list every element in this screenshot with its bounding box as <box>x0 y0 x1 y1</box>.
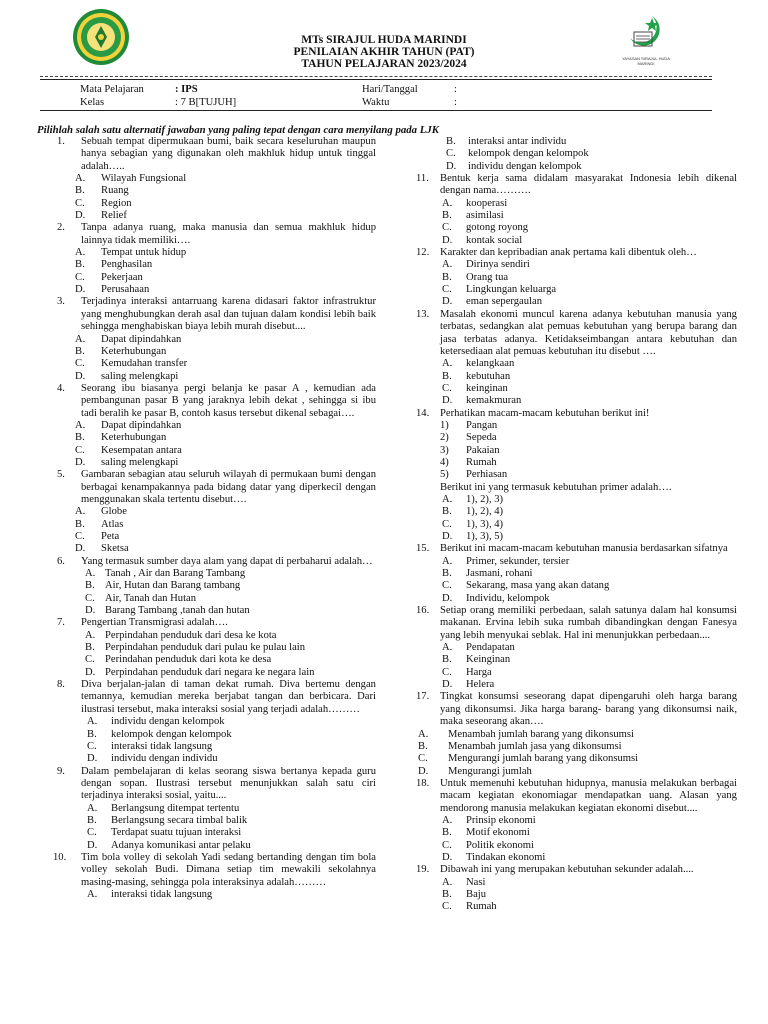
option[interactable]: A. Dapat dipindahkan <box>75 333 182 345</box>
option[interactable]: C. Pekerjaan <box>75 271 143 283</box>
question-9: 9. Dalam pembelajaran di kelas seorang siswa bertanya kepada guru dengan sopan. Ilustrasi tersebut menunjukkan salah satu ciri terjadinya interaksi sosial, yaitu.... <box>57 765 376 802</box>
header-divider-solid <box>40 79 712 80</box>
option[interactable]: A. Wilayah Fungsional <box>75 173 187 185</box>
option[interactable]: C. Kesempatan antara <box>75 444 182 456</box>
option[interactable]: B. Perpindahan penduduk dari pulau ke pulau lain <box>85 642 306 654</box>
question-6: 6. Yang termasuk sumber daya alam yang dapat di perbaharui adalah… <box>57 555 373 567</box>
option[interactable]: C. Terdapat suatu tujuan interaksi <box>87 827 242 839</box>
option[interactable]: D. eman sepergaulan <box>442 296 542 308</box>
option[interactable]: B. Ruang <box>75 185 129 197</box>
time-label: Waktu <box>362 96 390 108</box>
option[interactable]: C. kelompok dengan kelompok <box>446 148 589 160</box>
option[interactable]: B. interaksi antar individu <box>446 136 567 147</box>
option[interactable]: C. Lingkungan keluarga <box>442 284 557 296</box>
question-8: 8. Diva berjalan-jalan di taman dekat rumah. Diva bertemu dengan temannya, kemudian mereka berjabat tangan dan berbicara. Dari ilustrasi tersebut, maka interaksi sosial yang terjadi adalah……… <box>57 679 376 715</box>
page-header <box>0 0 768 75</box>
instruction: Pilihlah salah satu alternatif jawaban yang paling tepat dengan cara menyilang pada LJK <box>37 124 439 136</box>
question-16: 16. Setiap orang memiliki perbedaan, salah satunya dalam hal konsumsi makanan. Ervina lebih suka rumbah dibandingkan dengan Fanesya yang lebih menyukai seblak. Hal ini menunjukkan perbedaan.... <box>416 605 737 641</box>
option[interactable]: D. saling melengkapi <box>75 456 179 468</box>
option[interactable]: C. Kemudahan transfer <box>75 358 188 370</box>
option[interactable]: B. Jasmani, rohani <box>442 568 533 580</box>
option[interactable]: C. Region <box>75 197 132 209</box>
option[interactable]: D. Individu, kelompok <box>442 592 550 604</box>
option[interactable]: B. Orang tua <box>442 271 509 283</box>
option[interactable]: C. Rumah <box>442 901 497 913</box>
question-7: 7. Pengertian Transmigrasi adalah…. <box>57 617 228 629</box>
option[interactable]: D. Perpindahan penduduk dari negara ke negara lain <box>85 666 315 678</box>
option[interactable]: A. Perpindahan penduduk dari desa ke kota <box>85 629 277 641</box>
option[interactable]: D. Helera <box>442 679 495 691</box>
option[interactable]: D. Sketsa <box>75 543 129 555</box>
question-15: 15. Berikut ini macam-macam kebutuhan manusia berdasarkan sifatnya <box>416 543 728 555</box>
question-5: 5. Gambaran sebagian atau seluruh wilayah di permukaan bumi dengan berbagai kenampakannya pada bidang datar yang diperkecil dengan menggunakan skala tertentu disebut…. <box>57 469 376 505</box>
time-value: : <box>454 96 457 108</box>
question-13: 13. Masalah ekonomi muncul karena adanya kebutuhan manusia yang terbatas, sedangkan alat pemuas kebutuhan yang berupa barang dan jasa terbatas adanya. Ketidakseimbangan antara kebutuhan dan ketersediaan alat pemuas kebutuhan itu disebut …. <box>416 308 737 357</box>
question-17: 17. Tingkat konsumsi seseorang dapat dipengaruhi oleh harga barang yang dikonsumsi. Jika harga barang- barang yang dikonsumsi naik, maka seseorang akan…. <box>416 691 738 728</box>
option[interactable]: A. Dirinya sendiri <box>442 259 530 271</box>
option[interactable]: A. Prinsip ekonomi <box>442 814 536 826</box>
option[interactable]: B. Keterhubungan <box>75 432 167 444</box>
option[interactable]: D. Relief <box>75 210 127 222</box>
option[interactable]: A. Menambah jumlah barang yang dikonsumsi <box>418 728 634 740</box>
option[interactable]: B. 1), 2), 4) <box>442 506 504 518</box>
subject-value: : IPS <box>175 84 198 95</box>
option[interactable]: B. Motif ekonomi <box>442 827 530 839</box>
question-3: 3. Terjadinya interaksi antarruang karena didasari faktor infrastruktur yang menghubungkan derah asal dan tujuan dalam kondisi lebih baik sehingga menghabiskan biaya lebih murah disebut.... <box>57 296 377 333</box>
question-11: 11. Bentuk kerja sama didalam masyarakat Indonesia lebih dikenal dengan nama………. <box>416 173 737 197</box>
option[interactable]: B. Atlas <box>75 518 124 530</box>
option[interactable]: D. individu dengan individu <box>87 753 218 765</box>
option[interactable]: C. gotong royong <box>442 222 529 234</box>
option[interactable]: A. Tempat untuk hidup <box>75 247 187 259</box>
option[interactable]: C. Politik ekonomi <box>442 839 534 851</box>
class-label: Kelas <box>80 96 105 108</box>
option[interactable]: A. Dapat dipindahkan <box>75 419 182 431</box>
option[interactable]: D. Barang Tambang ,tanah dan hutan <box>85 605 250 617</box>
option[interactable]: D. kemakmuran <box>442 395 522 407</box>
left-column <box>53 136 377 901</box>
list-item: 5) Perhiasan <box>440 469 508 481</box>
option[interactable]: A. Tanah , Air dan Barang Tambang <box>85 568 246 580</box>
option[interactable]: B. kebutuhan <box>442 370 511 382</box>
option[interactable]: C. Peta <box>75 531 120 542</box>
option[interactable]: D. saling melengkapi <box>75 370 179 382</box>
option[interactable]: C. Sekarang, masa yang akan datang <box>442 580 610 592</box>
list-item: 4) Rumah <box>440 456 497 468</box>
question-14-stem: Berikut ini yang termasuk kebutuhan primer adalah…. <box>440 481 672 493</box>
option[interactable]: B. Keterhubungan <box>75 345 167 357</box>
option[interactable]: C. interaksi tidak langsung <box>87 740 213 752</box>
option[interactable]: D. Perusahaan <box>75 284 150 296</box>
option[interactable]: B. Air, Hutan dan Barang tambang <box>85 580 241 592</box>
option[interactable]: B. Keinginan <box>442 654 511 666</box>
list-item: 1) Pangan <box>440 419 498 431</box>
option[interactable]: C. Perindahan penduduk dari kota ke desa <box>85 654 272 666</box>
option[interactable]: D. Adanya komunikasi antar pelaku <box>87 839 251 851</box>
date-label: Hari/Tanggal <box>362 84 418 95</box>
option[interactable]: A. kooperasi <box>442 197 508 209</box>
option[interactable]: D. 1), 3), 5) <box>442 531 504 542</box>
option[interactable]: A. interaksi tidak langsung <box>87 888 213 900</box>
list-item: 3) Pakaian <box>440 444 500 456</box>
option[interactable]: A. Nasi <box>442 876 486 888</box>
option[interactable]: C. Air, Tanah dan Hutan <box>85 592 197 604</box>
option[interactable]: B. asimilasi <box>442 210 504 222</box>
option[interactable]: D. individu dengan kelompok <box>446 160 582 172</box>
option[interactable]: A. Pendapatan <box>442 642 515 654</box>
option[interactable]: A. Primer, sekunder, tersier <box>442 555 570 567</box>
option[interactable]: B. Berlangsung secara timbal balik <box>87 814 248 826</box>
question-14: 14. Perhatikan macam-macam kebutuhan berikut ini! <box>416 407 650 419</box>
list-item: 2) Sepeda <box>440 432 497 444</box>
question-12: 12. Karakter dan kepribadian anak pertama kali dibentuk oleh… <box>416 247 697 259</box>
option[interactable]: A. 1), 2), 3) <box>442 493 504 505</box>
option[interactable]: A. Berlangsung ditempat tertentu <box>87 802 240 814</box>
class-value: : 7 B[TUJUH] <box>175 96 237 108</box>
option[interactable]: D. kontak social <box>442 234 523 246</box>
school-name: MTs SIRAJUL HUDA MARINDI <box>301 34 467 46</box>
info-divider <box>40 110 712 111</box>
exam-title: PENILAIAN AKHIR TAHUN (PAT) <box>293 46 475 58</box>
question-2: 2. Tanpa adanya ruang, maka manusia dan semua makhluk hidup lainnya tidak memiliki…. <box>57 222 376 246</box>
question-19: 19. Dibawah ini yang merupakan kebutuhan sekunder adalah.... <box>416 864 694 876</box>
question-10: 10. Tim bola volley di sekolah Yadi sedang bertanding dengan tim bola volley sekolah Budi. Dimana setiap tim mewakili sekolahnya masing-masing, sehingga pola interaksinya adalah……… <box>53 851 377 888</box>
option[interactable]: B. Menambah jumlah jasa yang dikonsumsi <box>418 740 622 752</box>
option[interactable]: B. kelompok dengan kelompok <box>87 728 232 740</box>
option[interactable]: B. Penghasilan <box>75 259 153 271</box>
question-4: 4. Seorang ibu biasanya pergi belanja ke pasar A , kemudian ada pembangunan pasar B yang jaraknya lebih dekat , sehingga si ibu tadi beralih ke pasar B, contoh kasus tersebut dikenal sebagai…. <box>57 382 376 419</box>
exam-info <box>80 84 700 109</box>
option[interactable]: D. Tindakan ekonomi <box>442 851 546 863</box>
option[interactable]: C. keinginan <box>442 382 508 394</box>
option[interactable]: C. 1), 3), 4) <box>442 518 504 530</box>
question-1: 1. Sebuah tempat dipermukaan bumi, baik secara keseluruhan maupun hanya sebagian yang digunakan oleh makhluk hidup untuk tinggal adalah….. <box>57 136 376 172</box>
option[interactable]: D. Mengurangi jumlah <box>418 765 532 777</box>
option[interactable]: A. kelangkaan <box>442 358 515 370</box>
date-value: : <box>454 84 457 95</box>
foundation-logo-text: YAYASAN SIRAJUL HUDA MARINDI <box>622 56 670 66</box>
option[interactable]: A. Globe <box>75 506 127 518</box>
option[interactable]: A. individu dengan kelompok <box>87 716 225 728</box>
subject-label: Mata Pelajaran <box>80 84 144 95</box>
academic-year: TAHUN PELAJARAN 2023/2024 <box>301 58 467 70</box>
option[interactable]: C. Mengurangi jumlah barang yang dikonsumsi <box>418 753 639 765</box>
option[interactable]: B. Baju <box>442 888 487 900</box>
option[interactable]: C. Harga <box>442 666 492 678</box>
header-divider <box>40 76 712 77</box>
right-column <box>418 136 737 914</box>
question-18: 18. Untuk memenuhi kebutuhan hidupnya, manusia melakukan berbagai macam kegiatan ekonomiagar mendapatkan uang. Alasan yang mendorong manusia melakukan kegiatan ekonomi disebut.... <box>416 777 737 814</box>
